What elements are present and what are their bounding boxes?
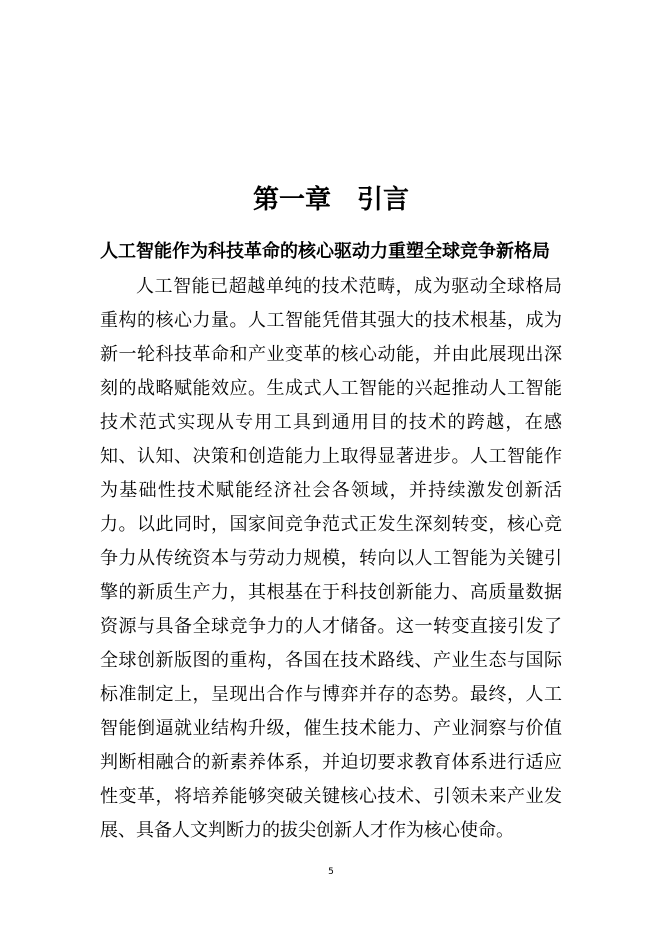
paragraph-line: 人工智能已超越单纯的技术范畴，成为驱动全球格局: [136, 276, 562, 297]
paragraph-line: 性变革，将培养能够突破关键核心技术、引领未来产业发: [100, 786, 562, 807]
section-heading: 人工智能作为科技革命的核心驱动力重塑全球竞争新格局: [100, 241, 550, 262]
paragraph-line: 新一轮科技革命和产业变革的核心动能，并由此展现出深: [100, 344, 562, 365]
paragraph-line: 标准制定上，呈现出合作与博弈并存的态势。最终，人工: [100, 684, 562, 705]
paragraph-line: 为基础性技术赋能经济社会各领域，并持续激发创新活: [100, 480, 562, 501]
paragraph-line: 判断相融合的新素养体系，并迫切要求教育体系进行适应: [100, 752, 562, 773]
paragraph-line: 智能倒逼就业结构升级，催生技术能力、产业洞察与价值: [100, 718, 562, 739]
paragraph-line: 重构的核心力量。人工智能凭借其强大的技术根基，成为: [100, 310, 562, 331]
paragraph-line: 争力从传统资本与劳动力规模，转向以人工智能为关键引: [100, 548, 562, 569]
paragraph-line: 全球创新版图的重构，各国在技术路线、产业生态与国际: [100, 650, 562, 671]
body-paragraph: [100, 270, 562, 848]
paragraph-line: 力。以此同时，国家间竞争范式正发生深刻转变，核心竞: [100, 514, 562, 535]
paragraph-line: 知、认知、决策和创造能力上取得显著进步。人工智能作: [100, 446, 562, 467]
chapter-title: 第一章 引言: [252, 185, 409, 215]
paragraph-line: 展、具备人文判断力的拔尖创新人才作为核心使命。: [100, 820, 514, 841]
paragraph-line: 技术范式实现从专用工具到通用目的技术的跨越，在感: [100, 412, 562, 433]
page-number: 5: [328, 867, 334, 877]
paragraph-line: 资源与具备全球竞争力的人才储备。这一转变直接引发了: [100, 616, 562, 637]
paragraph-line: 擎的新质生产力，其根基在于科技创新能力、高质量数据: [100, 582, 562, 603]
paragraph-line: 刻的战略赋能效应。生成式人工智能的兴起推动人工智能: [100, 378, 562, 399]
